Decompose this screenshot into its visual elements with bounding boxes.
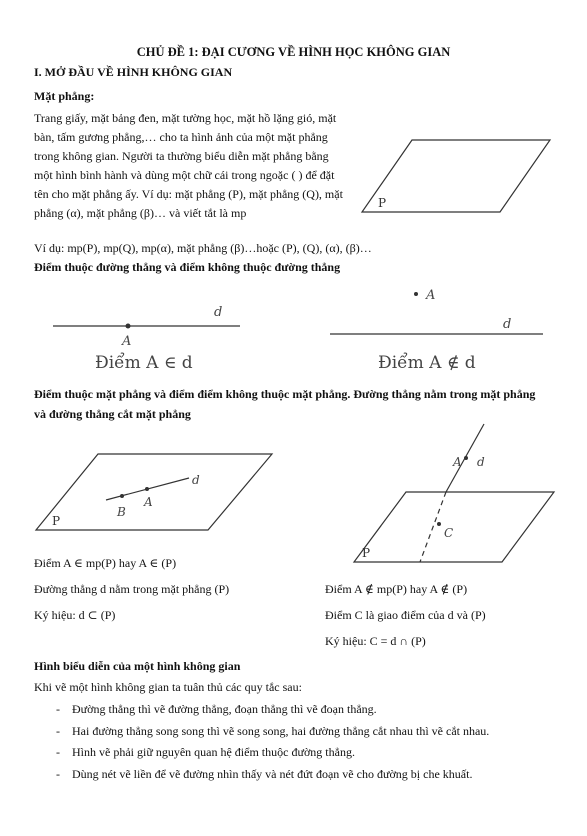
list-dash: - <box>56 702 60 716</box>
line-cuts-plane-figure <box>350 420 560 570</box>
line-d-label: d <box>503 317 512 332</box>
plane-line: phẳng (α), mặt phẳng (β)… và viết tắt là mp <box>34 206 247 220</box>
plane-parallelogram <box>362 140 550 212</box>
list-dash: - <box>56 766 60 781</box>
point-a <box>464 456 468 460</box>
page-title: CHỦ ĐỀ 1: ĐẠI CƯƠNG VỀ HÌNH HỌC KHÔNG GIAN <box>136 45 451 59</box>
plane-p <box>354 492 554 562</box>
caption-a-not-in-d: Điểm A ∉ d <box>378 353 476 373</box>
plane-label: P <box>362 546 371 560</box>
point-plane-heading-2: và đường thẳng cắt mặt phẳng <box>34 407 191 421</box>
line-d-label: d <box>192 473 200 487</box>
point-c <box>437 522 441 526</box>
plane-line: Trang giấy, mặt bảng đen, mặt tường học, mặt hồ lặng gió, mặt <box>34 111 337 125</box>
plane-line: bàn, tấm gương phẳng,… cho ta hình ảnh của một mặt phẳng <box>34 130 328 144</box>
section-heading: I. MỞ ĐẦU VỀ HÌNH KHÔNG GIAN <box>34 65 233 79</box>
list-dash: - <box>56 723 60 738</box>
point-on-line-figure <box>48 296 248 351</box>
left-text-2: Đường thẳng d nằm trong mặt phẳng (P) <box>34 582 230 596</box>
plane-label: Mặt phẳng: <box>34 89 95 103</box>
point-a-label: A <box>453 455 462 469</box>
rule-text: Dùng nét vẽ liền để vẽ đường nhìn thấy và nét đứt đoạn vẽ cho đường bị che khuất. <box>72 766 473 781</box>
rule-text: Hình vẽ phải giữ nguyên quan hệ điểm thuộc đường thẳng. <box>72 745 355 759</box>
plane-line: trong không gian. Người ta thường biểu diễn mặt phẳng bằng <box>34 149 329 163</box>
drawing-intro: Khi vẽ một hình không gian ta tuân thủ các quy tắc sau: <box>34 680 302 694</box>
plane-fig-label: P <box>378 196 387 210</box>
line-in-plane-figure <box>34 448 274 538</box>
plane-label: P <box>52 514 61 528</box>
example-line: Ví dụ: mp(P), mp(Q), mp(α), mặt phẳng (β)…hoặc (P), (Q), (α), (β)… <box>34 241 372 255</box>
line-d-label: d <box>214 305 223 320</box>
point-a <box>126 324 131 329</box>
left-text-3: Ký hiệu: d ⊂ (P) <box>34 608 116 622</box>
list-item <box>34 765 489 787</box>
plane-line: tên cho mặt phẳng ấy. Ví dụ: mặt phẳng (P), mặt phẳng (Q), mặt <box>34 187 343 201</box>
rule-text: Đường thẳng thì vẽ đường thẳng, đoạn thẳng thì vẽ đoạn thẳng. <box>72 702 377 716</box>
plane-line: một hình bình hành và dùng một chữ cái trong ngoặc ( ) để đặt <box>34 168 335 182</box>
point-line-heading: Điểm thuộc đường thẳng và điểm không thuộc đường thẳng <box>34 260 341 274</box>
list-item <box>34 743 489 765</box>
drawing-rules-list <box>34 700 489 786</box>
right-text-1: Điểm A ∉ mp(P) hay A ∉ (P) <box>325 582 468 596</box>
plane-paragraph <box>34 109 343 223</box>
point-b <box>120 494 124 498</box>
point-off-line-figure <box>325 282 545 342</box>
right-text-2: Điểm C là giao điểm của d và (P) <box>325 608 486 622</box>
point-plane-heading-1: Điểm thuộc mặt phẳng và điểm điểm không thuộc mặt phẳng. Đường thẳng nằm trong mặt phẳng <box>34 387 536 401</box>
list-item <box>34 700 489 722</box>
point-b-label: B <box>117 505 126 519</box>
right-text-3: Ký hiệu: C = d ∩ (P) <box>325 634 426 648</box>
point-a-label: A <box>426 288 436 303</box>
plane-p <box>36 454 272 530</box>
point-a-label: A <box>144 495 153 509</box>
list-dash: - <box>56 745 60 759</box>
point-a <box>414 292 418 296</box>
rule-text: Hai đường thẳng song song thì vẽ song song, hai đường thẳng cắt nhau thì vẽ cắt nhau. <box>72 723 490 738</box>
drawing-heading: Hình biểu diễn của một hình không gian <box>34 659 241 673</box>
point-a <box>145 487 149 491</box>
point-c-label: C <box>444 526 454 540</box>
left-text-1: Điểm A ∈ mp(P) hay A ∈ (P) <box>34 556 177 570</box>
line-d-label: d <box>477 455 485 469</box>
list-item <box>34 722 489 744</box>
plane-figure <box>360 130 560 220</box>
line-d-hidden <box>420 492 446 562</box>
point-a-label: A <box>122 334 132 349</box>
caption-a-in-d: Điểm A ∈ d <box>95 353 193 373</box>
